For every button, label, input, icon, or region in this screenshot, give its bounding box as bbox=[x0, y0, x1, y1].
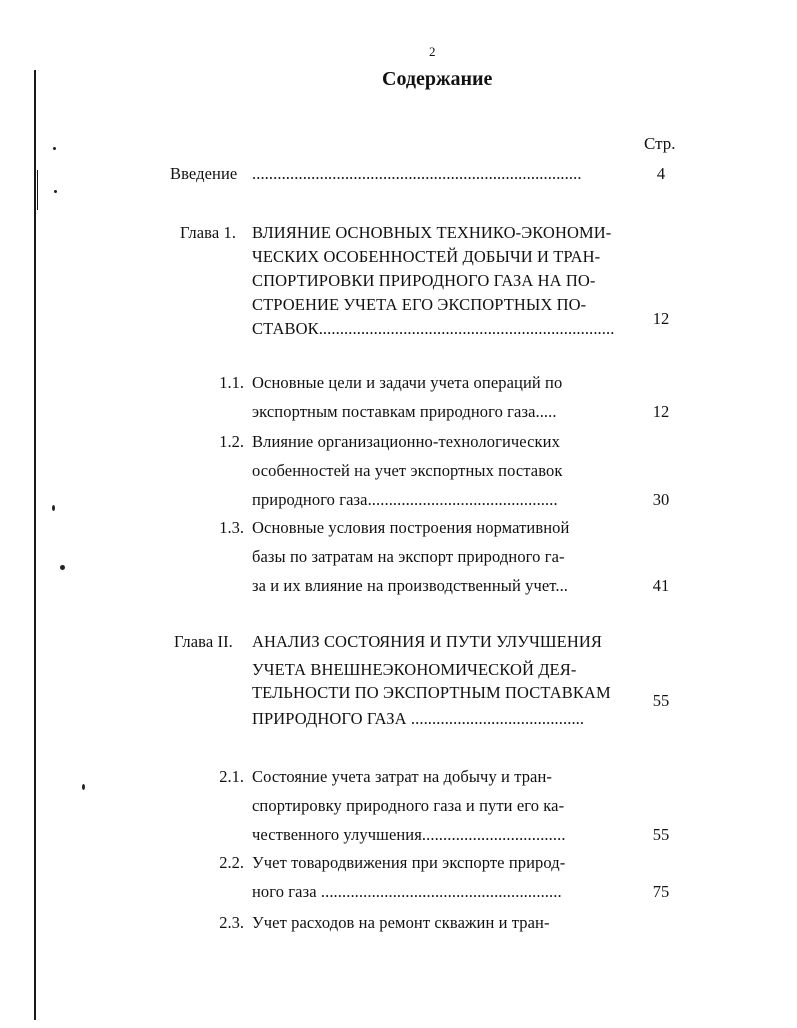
toc-chapter2-line: ПРИРОДНОГО ГАЗА ......................................... bbox=[252, 709, 585, 728]
toc-section-1-2-label: 1.2. bbox=[219, 432, 244, 451]
toc-section-2-3-line: Учет расходов на ремонт скважин и тран- bbox=[252, 913, 550, 932]
toc-section-2-1-line: Состояние учета затрат на добычу и тран- bbox=[252, 767, 553, 786]
scan-speck bbox=[53, 147, 56, 150]
toc-section-2-1-line: спортировку природного газа и пути его ка- bbox=[252, 796, 565, 815]
scan-speck bbox=[82, 784, 85, 790]
toc-chapter1-line: СПОРТИРОВКИ ПРИРОДНОГО ГАЗА НА ПО- bbox=[252, 271, 596, 290]
toc-entry-intro-dots: .............................................................................. bbox=[252, 164, 582, 183]
scan-speck bbox=[54, 190, 57, 193]
toc-chapter2-line: УЧЕТА ВНЕШНЕЭКОНОМИЧЕСКОЙ ДЕЯ- bbox=[252, 660, 577, 679]
toc-section-1-3-line: базы по затратам на экспорт природного га- bbox=[252, 547, 565, 566]
toc-section-1-1-line: Основные цели и задачи учета операций по bbox=[252, 373, 563, 392]
toc-section-2-1-line: чественного улучшения.................................. bbox=[252, 825, 566, 844]
toc-chapter1-line: СТРОЕНИЕ УЧЕТА ЕГО ЭКСПОРТНЫХ ПО- bbox=[252, 295, 587, 314]
scan-edge-line-secondary bbox=[37, 170, 38, 210]
toc-section-2-2-line: Учет товародвижения при экспорте природ- bbox=[252, 853, 566, 872]
toc-section-1-1-label: 1.1. bbox=[219, 373, 244, 392]
toc-chapter1-label: Глава 1. bbox=[180, 223, 237, 242]
toc-section-1-1-page: 12 bbox=[652, 402, 670, 421]
toc-section-1-3-label: 1.3. bbox=[219, 518, 244, 537]
toc-chapter2-line: ТЕЛЬНОСТИ ПО ЭКСПОРТНЫМ ПОСТАВКАМ bbox=[252, 683, 611, 702]
toc-section-2-1-label: 2.1. bbox=[219, 767, 244, 786]
toc-section-1-2-line: особенностей на учет экспортных поставок bbox=[252, 461, 563, 480]
toc-section-1-3-line: за и их влияние на производственный учет... bbox=[252, 576, 569, 595]
toc-section-2-2-label: 2.2. bbox=[219, 853, 244, 872]
toc-section-1-1-line: экспортным поставкам природного газа..... bbox=[252, 402, 557, 421]
page-number: 2 bbox=[429, 44, 436, 59]
toc-chapter2-line: АНАЛИЗ СОСТОЯНИЯ И ПУТИ УЛУЧШЕНИЯ bbox=[252, 632, 602, 651]
scan-speck bbox=[52, 505, 55, 511]
toc-section-2-2-page: 75 bbox=[652, 882, 670, 901]
toc-chapter1-line: ЧЕСКИХ ОСОБЕННОСТЕЙ ДОБЫЧИ И ТРАН- bbox=[252, 247, 601, 266]
scan-speck bbox=[60, 565, 65, 570]
toc-chapter2-label: Глава II. bbox=[174, 632, 233, 651]
toc-section-1-3-page: 41 bbox=[652, 576, 670, 595]
toc-section-2-2-line: ного газа ......................................................... bbox=[252, 882, 562, 901]
toc-section-1-2-page: 30 bbox=[652, 490, 670, 509]
toc-section-1-3-line: Основные условия построения нормативной bbox=[252, 518, 570, 537]
page-column-header: Стр. bbox=[644, 134, 676, 153]
toc-chapter1-page: 12 bbox=[652, 309, 670, 328]
toc-entry-intro-page: 4 bbox=[656, 164, 666, 183]
toc-section-1-2-line: Влияние организационно-технологических bbox=[252, 432, 560, 451]
scan-edge-line bbox=[34, 70, 36, 1020]
toc-section-2-3-label: 2.3. bbox=[219, 913, 244, 932]
toc-section-2-1-page: 55 bbox=[652, 825, 670, 844]
page-title: Содержание bbox=[382, 68, 493, 90]
toc-section-1-2-line: природного газа............................................. bbox=[252, 490, 558, 509]
toc-chapter2-page: 55 bbox=[652, 691, 670, 710]
toc-chapter1-line: СТАВОК...................................................................... bbox=[252, 319, 615, 338]
toc-entry-intro-label: Введение bbox=[170, 164, 238, 183]
toc-chapter1-line: ВЛИЯНИЕ ОСНОВНЫХ ТЕХНИКО-ЭКОНОМИ- bbox=[252, 223, 612, 242]
